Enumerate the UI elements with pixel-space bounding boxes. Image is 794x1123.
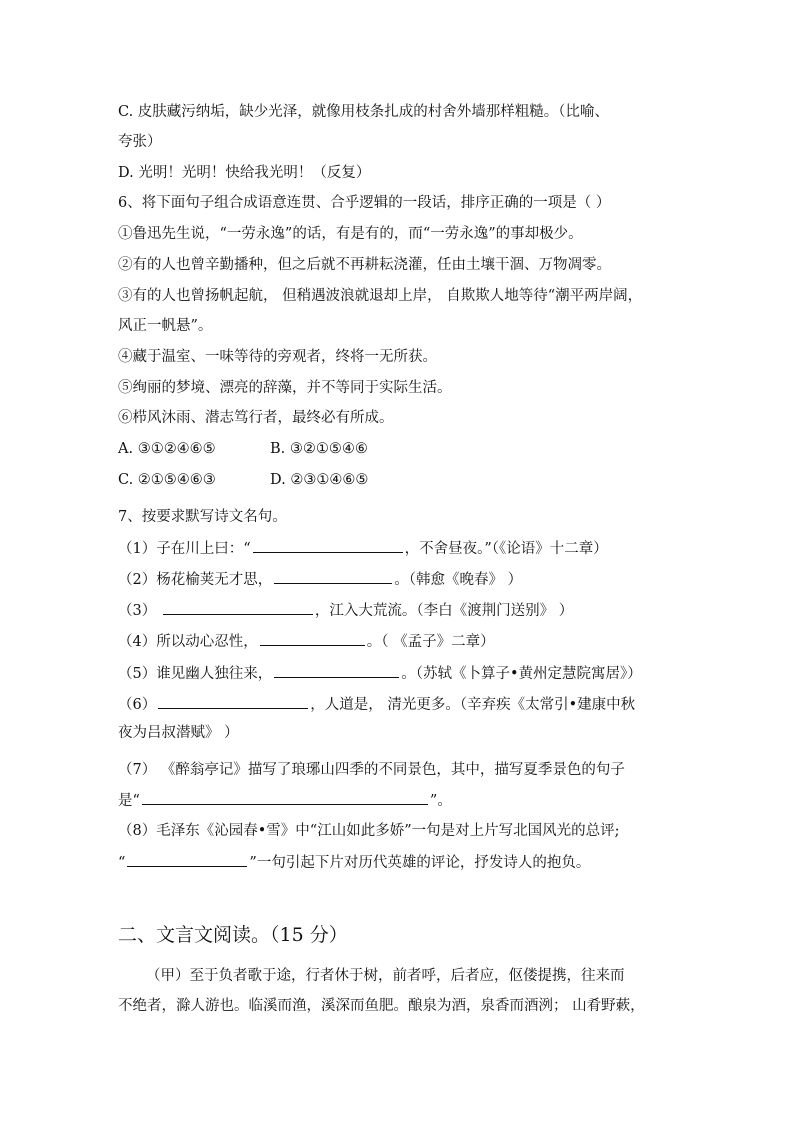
q6-sentence-1: ①鲁迅先生说，“一劳永逸”的话，有是有的，而“一劳永逸”的事却极少。: [118, 226, 583, 242]
q6-sentence-3-line1: ③有的人也曾扬帆起航， 但稍遇波浪就退却上岸， 自欺欺人地等待“潮平两岸阔，: [118, 288, 643, 304]
q7-item-3-prefix: （3）: [118, 603, 161, 619]
q7-item-7-suffix: ”。: [429, 793, 452, 809]
q5-option-c-line1: C. 皮肤藏污纳垢，缺少光泽，就像用枝条扎成的村舍外墙那样粗糙。（比喻、: [118, 104, 610, 120]
q7-item-3: [118, 600, 573, 621]
q7-item-7-line2: [118, 790, 452, 811]
passage-line-1: （甲）至于负者歌于途，行者休于树，前者呼，后者应，伛偻提携，往来而: [146, 968, 625, 984]
q7-item-8-line2: [118, 852, 590, 873]
q6-option-b: B. ③②①⑤④⑥: [270, 441, 368, 457]
q7-item-2-suffix: 。（韩愈《晚春》 ）: [394, 572, 523, 588]
q7-item-8-line1: （8）毛泽东《沁园春•雪》中“江山如此多娇”一句是对上片写北国风光的总评;: [118, 823, 620, 839]
q7-item-1-prefix: （1）子在川上曰：“: [118, 541, 251, 557]
section-2-title: 二、文言文阅读。（15 分）: [118, 924, 348, 946]
q6-sentence-6: ⑥栉风沐雨、潜志笃行者，最终必有所成。: [118, 410, 394, 426]
q5-option-c-line2: 夸张）: [118, 134, 162, 150]
q7-item-5: [118, 663, 642, 684]
q7-item-4-prefix: （4）所以动心忍性，: [118, 634, 258, 650]
q7-item-3-suffix: ，江入大荒流。（李白《渡荆门送别》 ）: [314, 603, 574, 619]
q7-item-6-blank[interactable]: [158, 694, 308, 709]
q7-item-2-prefix: （2）杨花榆荚无才思，: [118, 572, 273, 588]
q7-item-2: [118, 569, 522, 590]
q6-sentence-2: ②有的人也曾辛勤播种，但之后就不再耕耘浇灌，任由土壤干涸、万物凋零。: [118, 257, 611, 273]
q6-sentence-5: ⑤绚丽的梦境、漂亮的辞藻，并不等同于实际生活。: [118, 380, 452, 396]
q7-item-1-blank[interactable]: [253, 538, 403, 553]
q7-stem: 7、按要求默写诗文名句。: [118, 509, 287, 525]
q6-stem: 6、将下面句子组合成语意连贯、合乎逻辑的一段话，排序正确的一项是（ ）: [118, 195, 611, 211]
q7-item-4-blank[interactable]: [260, 631, 365, 646]
q7-item-8-suffix: ”一句引起下片对历代英雄的评论，抒发诗人的抱负。: [249, 855, 591, 871]
q6-sentence-4: ④藏于温室、一味等待的旁观者，终将一无所获。: [118, 349, 437, 365]
q7-item-7-prefix: 是“: [118, 793, 140, 809]
q7-item-1-suffix: ，不舍昼夜。”（《论语》十二章）: [404, 541, 608, 557]
q7-item-3-blank[interactable]: [163, 600, 313, 615]
q5-option-d: D. 光明！光明！快给我光明！（反复）: [118, 165, 371, 181]
q7-item-6: [118, 694, 635, 715]
q7-item-2-blank[interactable]: [274, 569, 392, 584]
q6-option-a: A. ③①②④⑥⑤: [118, 441, 216, 457]
q7-item-8-prefix: “: [118, 855, 126, 871]
passage-line-2: 不绝者，滁人游也。临溪而渔，溪深而鱼肥。酿泉为酒，泉香而酒洌； 山肴野蔌，: [118, 998, 645, 1014]
q6-option-d: D. ②③①④⑥⑤: [270, 472, 369, 488]
q7-item-5-prefix: （5）谁见幽人独往来，: [118, 666, 273, 682]
q7-item-5-blank[interactable]: [274, 663, 399, 678]
q7-item-6-line2: 夜为吕叔潜赋》 ）: [118, 725, 239, 741]
q6-sentence-3-line2: 风正一帆悬”。: [118, 318, 213, 334]
q7-item-1: [118, 538, 608, 559]
q7-item-4: [118, 631, 495, 652]
q7-item-5-suffix: 。（苏轼《卜算子•黄州定慧院寓居》）: [401, 666, 642, 682]
q7-item-7-blank[interactable]: [142, 790, 428, 805]
q7-item-4-suffix: 。（ 《孟子》二章）: [366, 634, 495, 650]
q7-item-8-blank[interactable]: [127, 852, 247, 867]
q7-item-6-suffix: ，人道是， 清光更多。（辛弃疾《太常引•建康中秋: [310, 697, 636, 713]
q6-option-c: C. ②①⑤④⑥③: [118, 472, 216, 488]
q7-item-6-prefix: （6）: [118, 697, 157, 713]
q7-item-7-line1: （7） 《醉翁亭记》描写了琅琊山四季的不同景色，其中，描写夏季景色的句子: [118, 762, 625, 778]
